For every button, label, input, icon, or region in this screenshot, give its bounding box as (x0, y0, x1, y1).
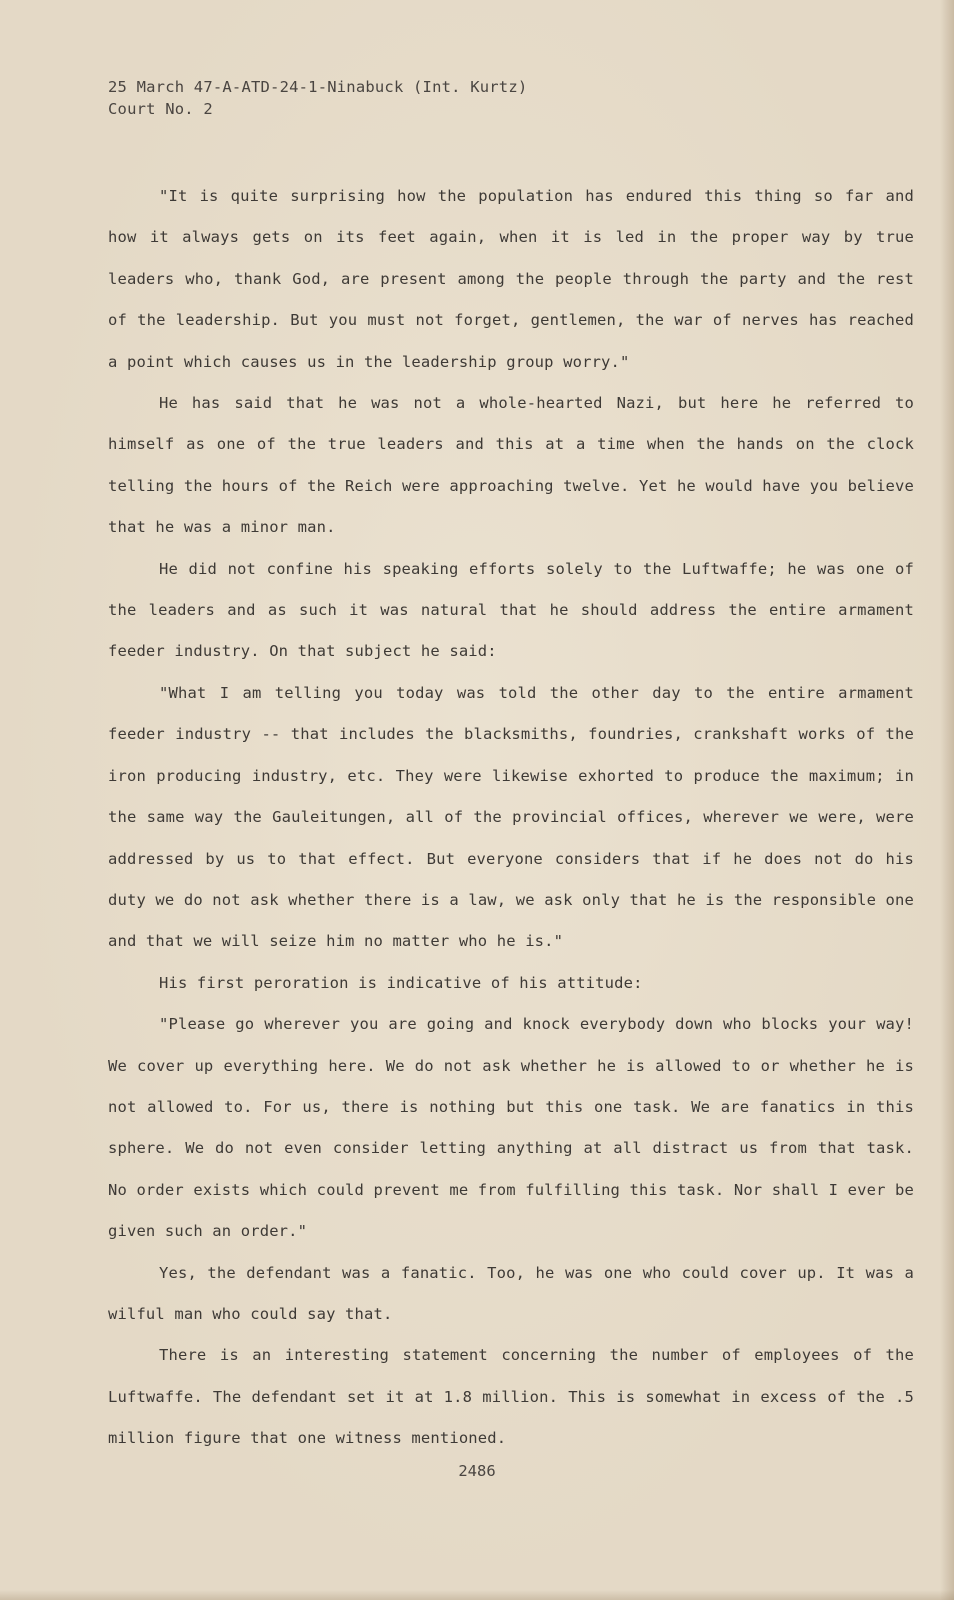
paragraph-quote-armament: "What I am telling you today was told the other day to the entire armament feeder industry -- that includes the blacksmiths, foundries, crankshaft works of the iron producing industry, etc. They were likewise exhorted to produce the maximum; in the same way the Gauleitungen, all of the provincial offices, wherever we were, were addressed by us to that effect. But everyone considers that if he does not do his duty we do not ask whether there is a law, we ask only that he is the responsible one and that we will seize him no matter who he is." (108, 683, 914, 951)
paragraph-employees: There is an interesting statement concerning the number of employees of the Luftwaffe. The defendant set it at 1.8 million. This is somewhat in excess of the .5 million figure that one witness mentioned. (108, 1346, 914, 1448)
paragraph-fanatic: Yes, the defendant was a fanatic. Too, he was one who could cover up. It was a wilful man who could say that. (108, 1263, 914, 1323)
paragraph-speaking-efforts: He did not confine his speaking efforts solely to the Luftwaffe; he was one of the leaders and as such it was natural that he should address the entire armament feeder industry. On that subject he said: (108, 559, 914, 661)
paragraph-peroration: His first peroration is indicative of his attitude: (159, 973, 643, 992)
page-number: 2486 (458, 1462, 496, 1480)
paragraph-true-leaders: He has said that he was not a whole-hearted Nazi, but here he referred to himself as one of the true leaders and this at a time when the hands on the clock telling the hours of the Reich were approaching twelve. Yet he would have you believe that he was a minor man. (108, 394, 914, 537)
page-edge-shadow-bottom (0, 1590, 954, 1600)
page-edge-shadow-right (940, 0, 954, 1600)
document-header (108, 76, 527, 120)
header-court-line: Court No. 2 (108, 100, 213, 118)
document-body (108, 176, 914, 1460)
paragraph-quote-population: "It is quite surprising how the population has endured this thing so far and how it always gets on its feet again, when it is led in the proper way by true leaders who, thank God, are present among the people through the party and the rest of the leadership. But you must not forget, gentlemen, the war of nerves has reached a point which causes us in the leadership group worry." (108, 187, 914, 371)
paragraph-quote-fanatics: "Please go wherever you are going and knock everybody down who blocks your way! We cover up everything here. We do not ask whether he is allowed to or whether he is not allowed to. For us, there is nothing but this one task. We are fanatics in this sphere. We do not even consider letting anything at all distract us from that task. No order exists which could prevent me from fulfilling this task. Nor shall I ever be given such an order." (108, 1015, 914, 1241)
header-case-line: 25 March 47-A-ATD-24-1-Ninabuck (Int. Kurtz) (108, 78, 528, 96)
